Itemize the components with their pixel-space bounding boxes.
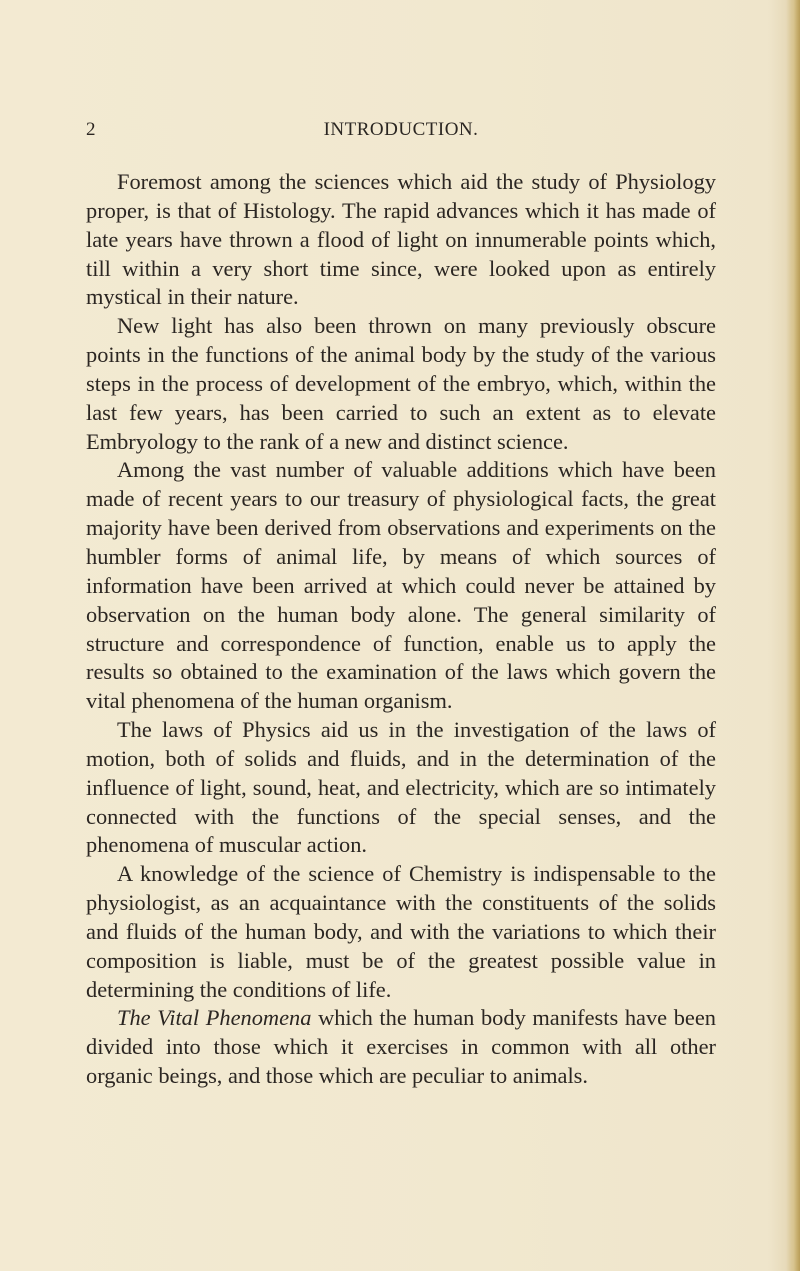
paragraph-embryology: New light has also been thrown on many previously obscure points in the functions of the animal body by the study of the various steps in the process of development of the embryo, which, within the last few years, has been carried to such an extent as to elevate Embryology to the rank of a new and distinct science. — [86, 313, 716, 454]
paragraph-histology: Foremost among the sciences which aid the study of Physiology proper, is that of Histology. The rapid advances which it has made of late years have thrown a flood of light on innumerable points which, till within a very short time since, were looked upon as entirely mystical in their nature. — [86, 169, 716, 310]
vital-phenomena-text: which the human body manifests have been divided into those which it exercises in common with all other organic beings, and those which are peculiar to animals. — [86, 1005, 717, 1089]
page-edge-shadow — [786, 0, 800, 1271]
paragraph-vital-phenomena — [86, 1004, 716, 1091]
paragraph-chemistry: A knowledge of the science of Chemistry is indispensable to the physiologist, as an acquaintance with the constituents of the solids and fluids of the human body, and with the variations to which their composition is liable, must be of the greatest possible value in determining the conditions of life. — [86, 861, 716, 1002]
paragraph-physics: The laws of Physics aid us in the investigation of the laws of motion, both of solids and fluids, and in the determination of the influence of light, sound, heat, and electricity, which are so intimately connected with the functions of the special senses, and the phenomena of muscular action. — [86, 717, 716, 858]
running-head: INTRODUCTION. — [323, 119, 479, 140]
body-text — [86, 168, 716, 1091]
page-header — [86, 118, 716, 142]
page-number: 2 — [86, 119, 96, 140]
vital-phenomena-term: The Vital Phenomena — [117, 1005, 312, 1031]
paragraph-comparative: Among the vast number of valuable additions which have been made of recent years to our treasury of physiological facts, the great majority have been derived from observations and experiments on the humbler forms of animal life, by means of which sources of information have been arrived at which could never be attained by observation on the human body alone. The general similarity of structure and correspondence of function, enable us to apply the results so obtained to the examination of the laws which govern the vital phenomena of the human organism. — [86, 457, 716, 714]
